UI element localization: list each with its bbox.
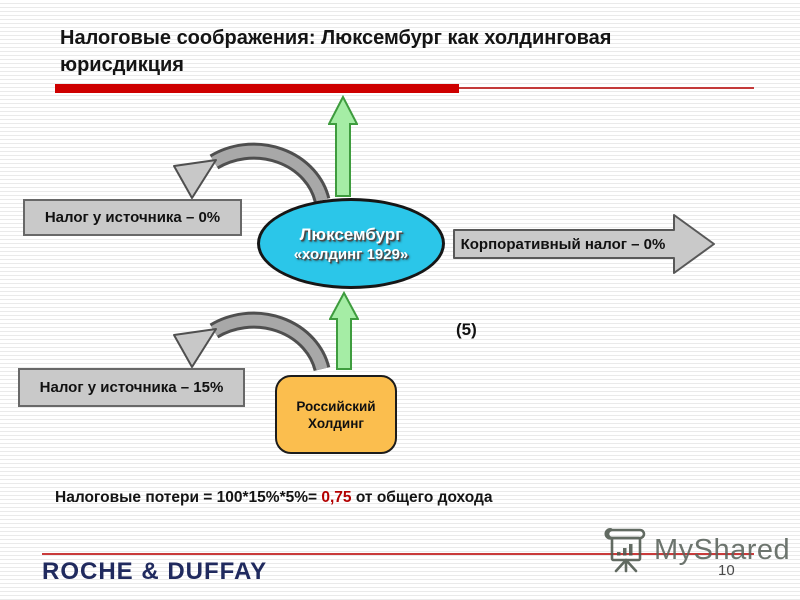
russian-holding-line2: Холдинг	[308, 415, 364, 431]
page-number: 10	[718, 562, 735, 579]
flipchart-icon	[603, 527, 649, 573]
slide-title: Налоговые соображения: Люксембург как холдинговая юрисдикция	[60, 27, 612, 76]
dividend-note: (5)	[456, 320, 477, 339]
watermark-logo[interactable]	[603, 527, 790, 573]
formula-highlight: 0,75	[321, 489, 352, 506]
title-underline-bar	[55, 84, 459, 93]
luxembourg-holding-node	[257, 198, 445, 289]
corporate-tax-label: Корпоративный налог – 0%	[460, 236, 666, 253]
watermark-text: MyShared	[654, 533, 791, 566]
gray-curved-arrow-icon	[172, 293, 342, 371]
formula-prefix: Налоговые потери = 100*15%*5%=	[55, 489, 322, 506]
company-logo: ROCHE & DUFFAY	[42, 558, 268, 585]
title-underline-thin-line	[459, 87, 754, 89]
russian-holding-node	[275, 375, 397, 454]
luxembourg-node-line1: Люксембург	[299, 224, 403, 244]
russian-holding-line1: Российский	[296, 398, 376, 414]
formula-suffix: от общего дохода	[351, 489, 493, 506]
gray-curved-arrow-icon	[172, 124, 342, 202]
tax-loss-formula	[55, 489, 492, 507]
withholding-tax-0-box: Налог у источника – 0%	[23, 199, 242, 236]
withholding-tax-15-box: Налог у источника – 15%	[18, 368, 245, 407]
luxembourg-node-line2: «холдинг 1929»	[293, 245, 409, 263]
